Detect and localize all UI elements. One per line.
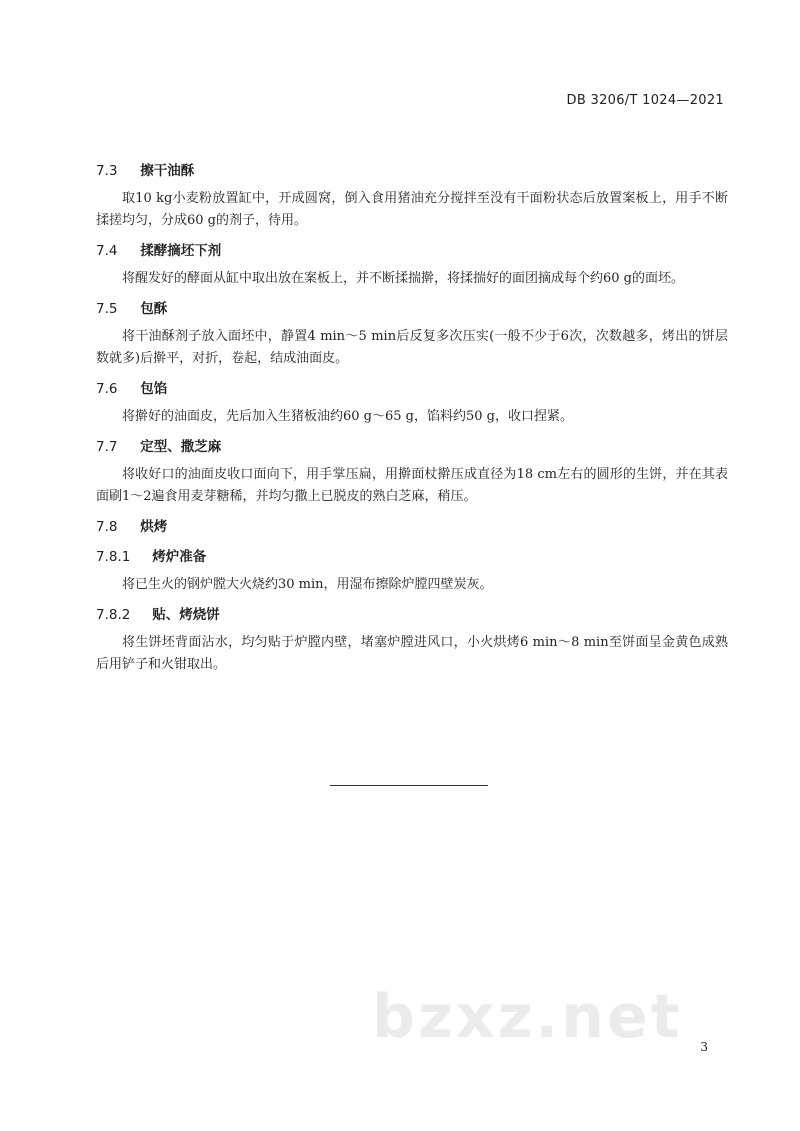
section-7-6	[96, 378, 728, 428]
section-7-4	[96, 240, 728, 290]
section-7-7	[96, 436, 728, 508]
section-number: 7.4	[96, 243, 118, 259]
section-heading	[96, 436, 728, 458]
section-7-8-2	[96, 604, 728, 676]
section-7-5	[96, 298, 728, 370]
section-7-3	[96, 160, 728, 232]
section-title: 贴、烤烧饼	[152, 607, 220, 623]
section-7-8	[96, 516, 728, 538]
section-title: 包馅	[140, 381, 168, 397]
section-number: 7.8.1	[96, 549, 131, 565]
section-7-8-1	[96, 546, 728, 596]
section-number: 7.8	[96, 519, 118, 535]
section-number: 7.3	[96, 163, 118, 179]
section-heading	[96, 604, 728, 626]
section-heading	[96, 160, 728, 182]
section-number: 7.6	[96, 381, 118, 397]
section-paragraph: 将生饼坯背面沾水，均匀贴于炉膛内壁，堵塞炉膛进风口，小火烘烤6 min～8 min至饼面呈金黄色成熟后用铲子和火钳取出。	[96, 635, 728, 672]
end-divider	[330, 785, 488, 786]
section-paragraph: 将干油酥剂子放入面坯中，静置4 min～5 min后反复多次压实(一般不少于6次，次数越多，烤出的饼层数就多)后擀平，对折，卷起，结成油面皮。	[96, 329, 728, 366]
section-paragraph: 将醒发好的酵面从缸中取出放在案板上，并不断揉揣擀，将揉揣好的面团摘成每个约60 g的面坯。	[122, 271, 684, 286]
section-title: 烘烤	[140, 519, 168, 535]
section-heading	[96, 516, 728, 538]
section-title: 擦干油酥	[140, 163, 195, 179]
section-number: 7.7	[96, 439, 118, 455]
watermark: bzxz.net	[372, 982, 683, 1052]
section-number: 7.5	[96, 301, 118, 317]
page-number: 3	[700, 1040, 708, 1054]
section-heading	[96, 378, 728, 400]
section-heading	[96, 240, 728, 262]
section-title: 定型、撒芝麻	[140, 439, 222, 455]
section-title: 揉酵摘坯下剂	[140, 243, 222, 259]
section-paragraph: 将擀好的油面皮，先后加入生猪板油约60 g～65 g，馅料约50 g，收口捏紧。	[122, 409, 573, 424]
section-paragraph: 取10 kg小麦粉放置缸中，开成圆窝，倒入食用猪油充分搅拌至没有干面粉状态后放置案板上，用手不断揉搓均匀，分成60 g的剂子，待用。	[96, 191, 728, 228]
section-title: 包酥	[140, 301, 168, 317]
section-paragraph: 将已生火的钢炉膛大火烧约30 min，用湿布擦除炉膛四壁炭灰。	[122, 577, 493, 592]
section-heading	[96, 546, 728, 568]
document-body	[96, 160, 728, 684]
section-title: 烤炉准备	[152, 549, 207, 565]
section-heading	[96, 298, 728, 320]
section-number: 7.8.2	[96, 607, 131, 623]
section-paragraph: 将收好口的油面皮收口面向下，用手掌压扁，用擀面杖擀压成直径为18 cm左右的圆形的生饼，并在其表面刷1～2遍食用麦芽糖稀，并均匀撒上已脱皮的熟白芝麻，稍压。	[96, 467, 728, 504]
document-code: DB 3206/T 1024—2021	[566, 93, 724, 108]
